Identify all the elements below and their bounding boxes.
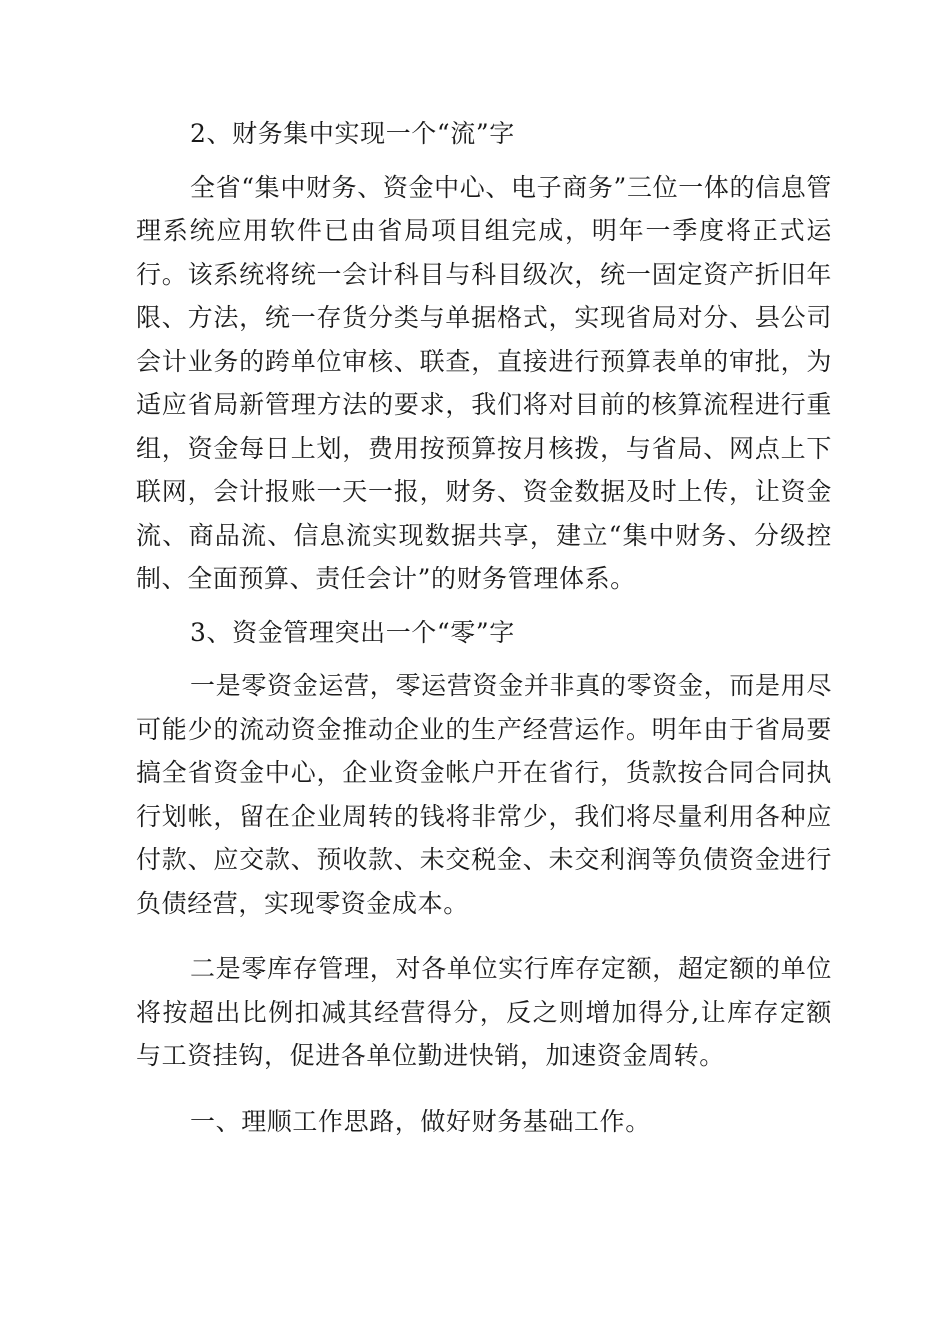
paragraph-zero-capital: 一是零资金运营，零运营资金并非真的零资金，而是用尽可能少的流动资金推动企业的生产经营运作。明年由于省局要搞全省资金中心，企业资金帐户开在省行，货款按合同合同执行划帐，留在企业周转的钱将非常少，我们将尽量利用各种应付款、应交款、预收款、未交税金、未交利润等负债资金进行负债经营，实现零资金成本。 bbox=[136, 671, 832, 918]
section-heading-ling: 3、资金管理突出一个“零”字 bbox=[190, 617, 515, 647]
section-heading-liu: 2、财务集中实现一个“流”字 bbox=[190, 119, 515, 148]
paragraph-centralized-finance: 全省“集中财务、资金中心、电子商务”三位一体的信息管理系统应用软件已由省局项目组完成，明年一季度将正式运行。该系统将统一会计科目与科目级次，统一固定资产折旧年限、方法，统一存货分类与单据格式，实现省局对分、县公司会计业务的跨单位审核、联查，直接进行预算表单的审批，为适应省局新管理方法的要求，我们将对目前的核算流程进行重组，资金每日上划，费用按预算按月核拨，与省局、网点上下联网，会计报账一天一报，财务、资金数据及时上传，让资金流、商品流、信息流实现数据共享，建立“集中财务、分级控制、全面预算、责任会计”的财务管理体系。 bbox=[136, 172, 832, 593]
section-heading-workflow: 一、理顺工作思路，做好财务基础工作。 bbox=[190, 1106, 651, 1136]
document-body bbox=[136, 112, 832, 1143]
paragraph-zero-inventory: 二是零库存管理，对各单位实行库存定额，超定额的单位将按超出比例扣减其经营得分，反之则增加得分,让库存定额与工资挂钩，促进各单位勤进快销，加速资金周转。 bbox=[136, 954, 832, 1070]
